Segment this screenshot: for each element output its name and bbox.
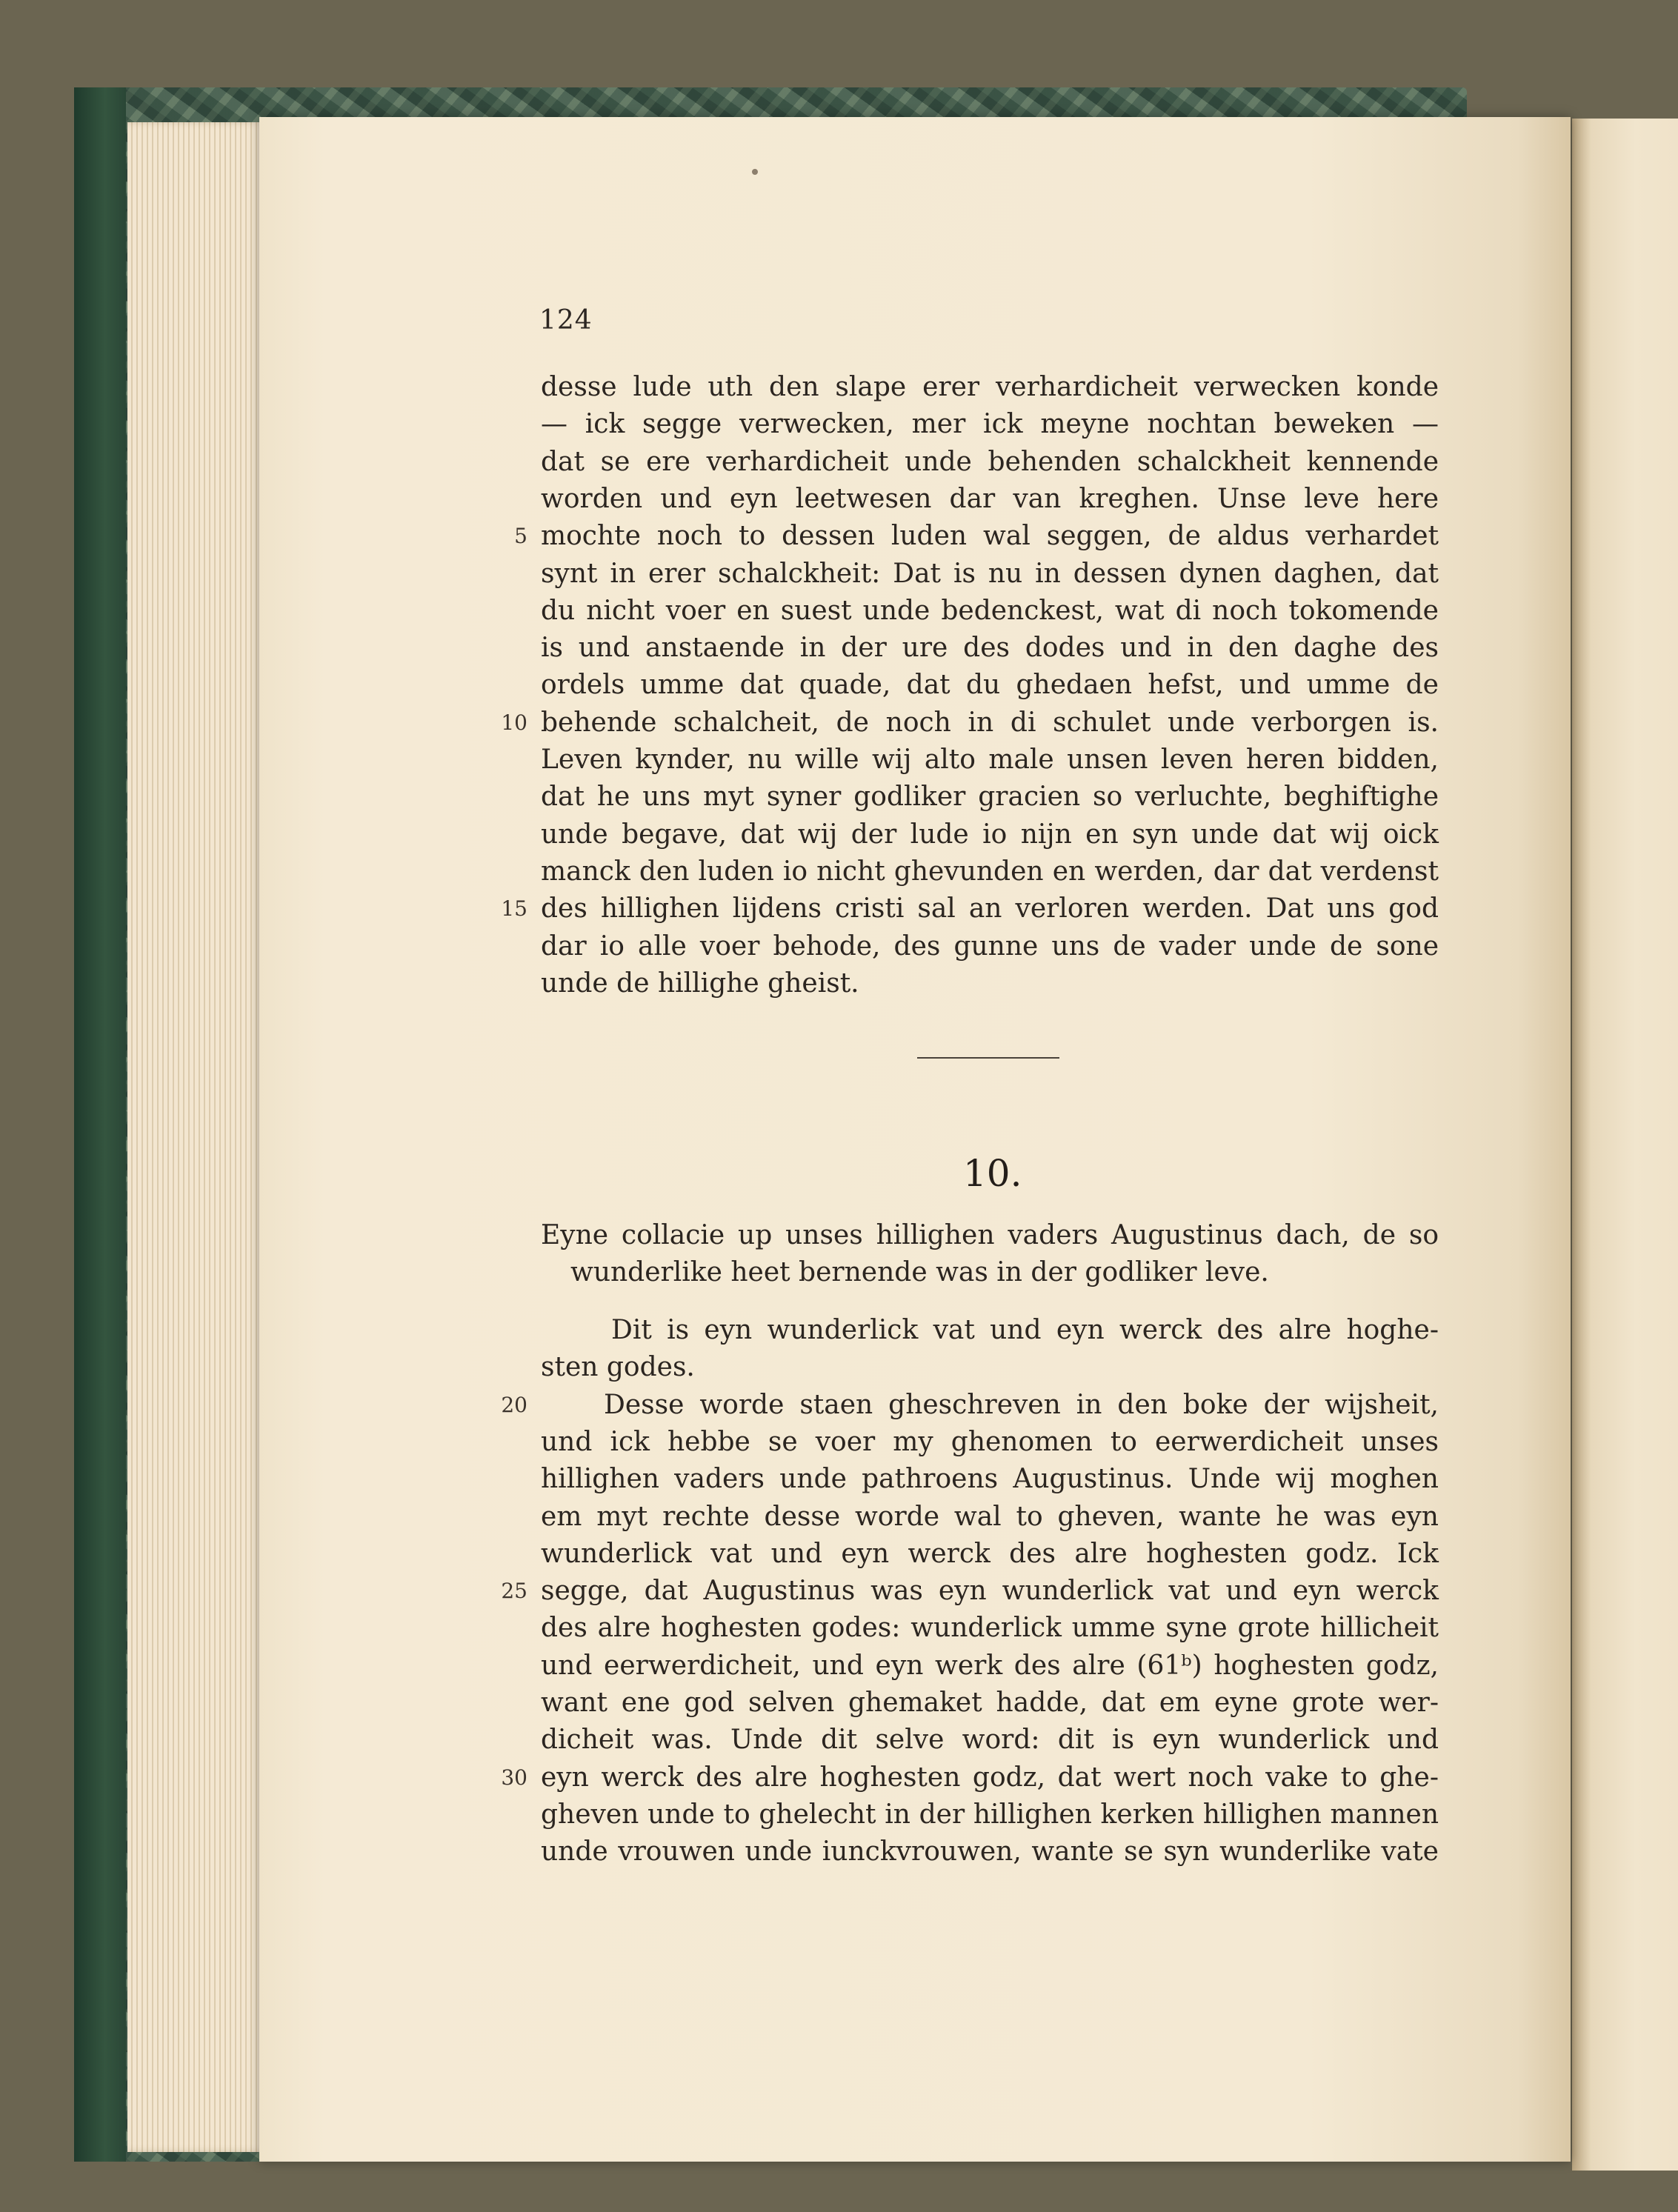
text-line: dicheit was. Unde dit selve word: dit is eyn wunderlick und [541, 1725, 1439, 1755]
text-line: — ick segge verwecken, mer ick meyne nochtan beweken — [541, 409, 1439, 439]
section-rule [917, 1057, 1059, 1059]
text-line: em myt rechte desse worde wal to gheven, wante he was eyn [541, 1502, 1439, 1532]
chapter-heading-line-2: wunderlike heet bernende was in der godliker leve. [570, 1257, 1269, 1287]
text-line: des hillighen lijdens cristi sal an verloren werden. Dat uns god [541, 893, 1439, 924]
text-line: dar io alle voer behode, des gunne uns de vader unde de sone [541, 931, 1439, 962]
line-number: 30 [501, 1765, 527, 1790]
text-line: worden und eyn leetwesen dar van kreghen. Unse leve here [541, 484, 1439, 514]
chapter-heading-line-1: Eyne collacie up unses hillighen vaders Augustinus dach, de so [541, 1220, 1439, 1250]
text-line: und ick hebbe se voer my ghenomen to eerwerdicheit unses [541, 1427, 1439, 1457]
text-line: behende schalcheit, de noch in di schulet unde verborgen is. [541, 707, 1439, 738]
text-line: sten godes. [541, 1352, 695, 1382]
text-line: unde begave, dat wij der lude io nijn en syn unde dat wij oick [541, 819, 1439, 850]
page-number: 124 [539, 305, 593, 336]
text-line: unde de hillighe gheist. [541, 968, 859, 999]
text-line: eyn werck des alre hoghesten godz, dat wert noch vake to ghe- [541, 1762, 1439, 1793]
text-line: wunderlick vat und eyn werck des alre hoghesten godz. Ick [541, 1539, 1439, 1569]
text-line: dat se ere verhardicheit unde behenden schalckheit kennende [541, 447, 1439, 477]
text-line: und eerwerdicheit, und eyn werk des alre (61ᵇ) hoghesten godz, [541, 1650, 1439, 1681]
line-number: 5 [514, 524, 527, 548]
line-number: 15 [501, 896, 527, 921]
line-number: 25 [501, 1579, 527, 1603]
line-number: 10 [501, 710, 527, 735]
text-line: gheven unde to ghelecht in der hillighen kerken hillighen mannen [541, 1799, 1439, 1830]
text-line: desse lude uth den slape erer verhardicheit verwecken konde [541, 372, 1439, 402]
text-line: segge, dat Augustinus was eyn wunderlick vat und eyn werck [541, 1576, 1439, 1606]
text-line: Dit is eyn wunderlick vat und eyn werck des alre hoghe- [611, 1315, 1439, 1345]
page-edges [127, 122, 268, 2152]
text-line: Leven kynder, nu wille wij alto male unsen leven heren bidden, [541, 744, 1439, 775]
text-line: synt in erer schalckheit: Dat is nu in dessen dynen daghen, dat [541, 559, 1439, 589]
text-line: unde vrouwen unde iunckvrouwen, wante se syn wunderlike vate [541, 1836, 1439, 1867]
text-line: hillighen vaders unde pathroens Augustinus. Unde wij moghen [541, 1464, 1439, 1494]
text-line: Desse worde staen gheschreven in den boke der wijsheit, [604, 1390, 1439, 1420]
ink-speck [752, 169, 758, 175]
adjacent-page [1572, 119, 1678, 2171]
book-spine [74, 87, 126, 2162]
text-line: mochte noch to dessen luden wal seggen, de aldus verhardet [541, 521, 1439, 551]
text-line: ordels umme dat quade, dat du ghedaen hefst, und umme de [541, 670, 1439, 700]
text-line: want ene god selven ghemaket hadde, dat em eyne grote wer- [541, 1688, 1439, 1718]
text-line: des alre hoghesten godes: wunderlick umme syne grote hillicheit [541, 1613, 1439, 1643]
line-number: 20 [501, 1393, 527, 1417]
chapter-number: 10. [963, 1152, 1022, 1195]
text-line: dat he uns myt syner godliker gracien so verluchte, beghiftighe [541, 782, 1439, 812]
text-line: is und anstaende in der ure des dodes und in den daghe des [541, 633, 1439, 663]
text-line: du nicht voer en suest unde bedenckest, wat di noch tokomende [541, 596, 1439, 626]
text-line: manck den luden io nicht ghevunden en werden, dar dat verdenst [541, 856, 1439, 887]
